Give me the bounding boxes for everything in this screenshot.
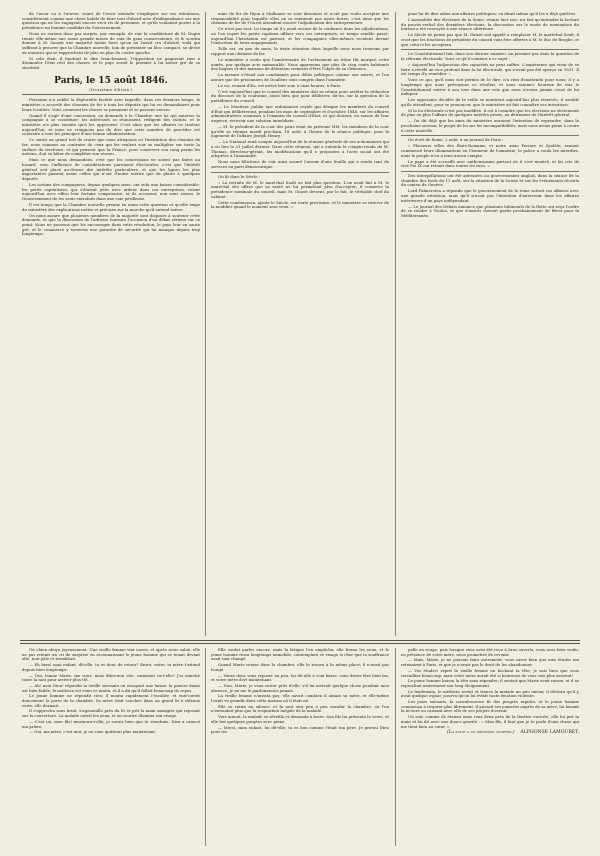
- feuilleton-paragraph: Le jeune homme ne répondit rien; il monta rapidement l'escalier, et entr'ouvrit doucement la porte de la chambre. Sa mère était couchée dans un grand lit à rideaux verts; elle dormait.: [22, 693, 200, 708]
- article-paragraph: C'est aujourd'hui que le conseil des ministres doit se réunir pour arrêter la rédaction du discours de la couronne, aussi bien que pour délibérer, dit-on, sur la question de la présidence du conseil.: [211, 88, 389, 104]
- article-paragraph: Le roi, venant d'Eu, est arrivé hier soir, à onze heures, à Paris.: [218, 82, 342, 88]
- feuilleton-paragraph: — Eh bien! mon enfant, dit-elle, tu es donc de retour? Entre, entre, ta mère t'attend depuis bien longtemps.: [22, 662, 200, 672]
- article-paragraph: Les opposants décidés de la veille se montrent aujourd'hui plus réservés; il semble qu'ils attendent, pour se prononcer, que le ministère ait fait connaître ses intentions.: [401, 97, 579, 107]
- article-paragraph: Des interpellations ont été adressées au gouvernement anglais, dans la séance de la chambre des lords du 11 août, sur la situation de la Suisse et sur les événements récents du canton de Genève.: [401, 173, 579, 188]
- article-paragraph: Lord Palmerston a répondu que le gouvernement de la reine suivait ces affaires avec une grande attention, mais qu'il n'avait pas l'intention d'intervenir dans les affaires intérieures d'un pays indépendant.: [401, 188, 579, 203]
- column-1: [22, 12, 200, 632]
- article-paragraph: Si cela était, il faudrait le dire franchement; l'Opposition ne gagnerait rien à dissimuler l'état réel des choses, et le pays serait le premier à lui savoir gré de sa sincérité.: [22, 55, 200, 71]
- article-paragraph: Personne n'a oublié la déplorable facilité avec laquelle, dans ces derniers temps, le ministère a accordé des chemins de fer à tous les députés qui lui en demandaient pour leurs localités. Voici comment les choses se passaient et se passent encore.: [22, 97, 200, 112]
- feuilleton-paragraph: Elle voulut parler encore, mais la fatigue l'en empêcha; elle ferma les yeux, et le jeune homme resta longtemps immobile, contemplant ce visage si cher que la souffrance avait tant changé.: [211, 648, 389, 662]
- feuilleton-paragraph: — Ah! mon Dieu! répondit la vieille servante en essuyant une larme, la pauvre dame est bien faible; le médecin est venu ce matin, et il a dit qu'il fallait beaucoup de repos.: [22, 682, 200, 693]
- feuilleton-paragraph: Elle se retira en silence, et la nuit vint peu à peu envahir la chambre, où l'on n'entendait plus que la respiration inégale de la malade.: [211, 703, 389, 714]
- dateline: Paris, le 15 août 1846.: [54, 75, 168, 86]
- article-paragraph: Si la loi électorale n'est pas modifiée, il est à craindre que les élections ne deviennent de plus en plus l'affaire de quelques intérêts privés, au détriment de l'intérêt général.: [401, 107, 579, 118]
- author-name: ALPHONSE LAMOURET.: [520, 730, 579, 736]
- feuilleton-paragraph: — Non, Marie, je veux rester près d'elle; s'il lui arrivait quelque chose pendant mon absence, je ne me le pardonnerais jamais.: [211, 682, 389, 693]
- feuilleton-paragraph: — Vos études! reprit la vieille femme en hochant la tête; je sais bien que vous travailliez beaucoup; mais votre mère aurait été si heureuse de vous voir plus souvent!: [401, 667, 579, 678]
- feuilleton-paragraph: Un chien aboya joyeusement. Une vieille femme vint ouvrir, et après avoir salué, elle ne put retenir un cri de surprise en reconnaissant le jeune homme qui se tenait devant elle, tout pâle et tremblant.: [22, 648, 200, 662]
- article-paragraph: L'assemblée des électeurs de la Seine, réunie hier soir, n'a fait qu'entendre la lecture du procès-verbal des dernières élections; la discussion sur le mode de nomination du bureau a été renvoyée à une séance ultérieure.: [401, 16, 579, 32]
- feuilleton-divider: [20, 640, 580, 644]
- article-paragraph: Le Siècle ne pense pas que M. Guizot soit appelé à remplacer M. le maréchal Soult; il croit que les fonctions de président du conseil vont être offertes à M. le duc de Broglie, et que celui-ci les acceptera.: [401, 32, 579, 47]
- article-paragraph: Les actions des compagnies, depuis quelques mois, ont subi une baisse considérable; les petits capitalistes, qui s'étaient jetés avec ardeur dans ces entreprises, voient aujourd'hui avec effroi leur fortune compromise, et ils accusent, non sans raison, le Gouvernement de les avoir entraînés dans une voie périlleuse.: [22, 181, 200, 202]
- article-paragraph: — On dit déjà que les amis du ministère auraient l'intention de reprendre, dans la prochaine session, le projet de loi sur les incompatibilités; mais nous avons peine à croire à cette nouvelle.: [401, 118, 579, 133]
- article-paragraph: Nous ne serions donc pas surpris, par exemple, de voir la candidature de M. Dupin réunir elle-même une assez grande masse de voix de gens conservateurs, et le scrutin donner à M. Sauzet une majorité moins forte qu'on ne l'avait cru d'abord; voilà qui suffirait à prouver que la Chambre nouvelle, loin de présenter un bloc compact, se divise en nuances qui se rapprochent de plus en plus du centre gauche.: [22, 31, 200, 55]
- article-paragraph: — Le National rend compte aujourd'hui de la réunion générale de ses actionnaires qui a eu lieu le 31 juillet dernier. Dans cette réunion, qui a entendu le compte-rendu de M. Thomas, directeur-gérant, les modifications qu'il a proposées à l'acte social ont été adoptées à l'unanimité.: [211, 139, 389, 159]
- article-paragraph: pour lui de dire adieu aux affaires politiques; on dirait même qu'il les a déjà quittées.: [408, 12, 577, 16]
- feuilleton-paragraph: Le lendemain, le médecin revint et trouva la malade un peu mieux; il déclara qu'il y avait quelque espoir, pourvu qu'on lui évitât toute émotion violente.: [401, 688, 579, 699]
- column-divider: [205, 648, 206, 846]
- feuilleton-paragraph: — Venez donc vous reposer un peu, lui dit-elle à voix basse; vous devez être bien las, et votre mère dort maintenant.: [211, 672, 389, 683]
- feuilleton-column-2: [211, 648, 389, 846]
- to-be-continued: (La suite à un prochain numéro.): [446, 730, 515, 736]
- article-paragraph: La mesure s'étend aux condamnés pour délits politiques comme aux autres, et l'on assure que les prisonniers de Doullens sont compris dans l'amnistie.: [211, 72, 389, 82]
- article-paragraph: Il est temps que la Chambre nouvelle prenne en main cette question et qu'elle exige du ministère des explications nettes et précises sur la marche qu'il entend suivre.: [22, 201, 200, 212]
- feuilleton-paragraph: Vers minuit, la malade se réveilla et demanda à boire. Son fils lui présenta le verre, et elle but quelques gorgées avec peine.: [211, 714, 389, 724]
- article-paragraph: Ce n'est pas tout. Le temps où il y avait encore de la confiance dans les adjudications, où l'on voyait les petits capitaux affluer vers ces entreprises, ce temps semble passé; aujourd'hui l'hésitation est partout, et les compagnies elles-mêmes reculent devant l'exécution de leurs engagements.: [211, 26, 389, 46]
- article-paragraph: — M. le président de la cour des pairs vient de prévenir MM. les membres de la cour qu'elle se réunira mardi prochain, 18 août, à l'heure de la séance publique, pour le jugement de l'affaire Joseph Henry.: [211, 123, 389, 139]
- article-paragraph: — Le Journal des Débats annonce que plusieurs bâtiments de la flotte ont reçu l'ordre de se rendre à Toulon, et que d'autres doivent partir prochainement de Brest pour la Méditerranée.: [401, 203, 579, 219]
- article-paragraph: Nous nous félicitons de voir ainsi assuré l'avenir d'une feuille qui a rendu tant de services au parti démocratique.: [211, 159, 389, 169]
- edition-label: (Deuxième édition.): [22, 88, 200, 95]
- article-paragraph: mins de fer de Dijon à Mulhouse se sont dissoutes et n'ont pas voulu accepter une responsabilité pour laquelle elles ne se sentaient pas assez fortes; c'est ainsi que les chemins de fer de l'Ouest attendent encore l'adjudication des entrepreneurs.: [211, 12, 389, 26]
- feuilleton-column-3: [401, 648, 579, 846]
- article-paragraph: — Le Moniteur publie une ordonnance royale qui désigne les membres du conseil d'État qui délibéreront, pendant les mois de septembre et d'octobre 1846, sur les affaires administratives soumises à l'examen du conseil d'État, et qui doivent, en raison de leur urgence, recevoir une solution immédiate.: [211, 103, 389, 124]
- column-2: [211, 12, 389, 632]
- column-divider: [395, 12, 396, 636]
- article-paragraph: Cette combinaison, ajoute le Siècle, est toute provisoire, et le ministère se réserve de la modifier quand le moment sera venu. »: [211, 199, 389, 210]
- article-paragraph: « Plusieurs villes des États-Romains, et notre amie Ferrare et Spolète, avaient commencé leurs illuminations en l'honneur de l'amnistie; la police a voulu les interdire, mais le peuple n'en a tenu aucun compte.: [401, 143, 579, 158]
- feuilleton-paragraph: — Oui, bonne Marie, me voici; mais dites-moi vite, comment va-t-elle? J'ai marché toute la nuit pour arriver plus tôt.: [22, 672, 200, 683]
- article-paragraph: de l'avoir vu à l'œuvre, avant de l'avoir entendu s'expliquer sur ses intentions, considéraient comme une chose habile de faire tout d'abord acte d'indépendance sur une question qui ne les engageait encore vis-à-vis de personne, et qu'ils voulaient porter à la présidence un homme candidat du Gouvernement.: [22, 12, 200, 31]
- article-paragraph: Voici ce qui, qu'il nous soit permis de le dire, n'a rien d'inattendu pour nous; il y a longtemps que nous prévoyions ce résultat, et nous sommes heureux de voir le Constitutionnel entrer à son tour dans une voie que nous n'avons jamais cessé de lui indiquer.: [401, 77, 579, 97]
- article-paragraph: Mais ce que nous demandons, c'est que les concessions ne soient pas faites au hasard, sous l'influence de considérations purement électorales; c'est que l'intérêt général soit placé au-dessus des intérêts particuliers, et que les lignes les plus importantes passent avant celles qui n'ont d'autre mérite que de plaire à quelques députés.: [22, 157, 200, 182]
- article-paragraph: On lit dans le Siècle :: [211, 172, 389, 180]
- feuilleton-paragraph: Le jeune homme baissa la tête sans répondre; il sentait que Marie avait raison, et il se reprochait amèrement son long éloignement.: [401, 678, 579, 688]
- feuilleton-paragraph: Quand Marie rentra dans la chambre, elle le trouva à la même place; il n'avait pas bougé.: [211, 662, 389, 672]
- article-paragraph: « La retraite de M. le maréchal Soult ne fait plus question. L'on avait fait à M. le maréchal des offres que sa santé ne lui permettait plus d'accepter; il conserve la présidence nominale du conseil, mais M. Guizot devient, par le fait, le véritable chef du cabinet.: [211, 179, 389, 199]
- feuilleton-signature: [401, 730, 579, 736]
- article-paragraph: Le ministère a voulu que l'anniversaire de l'avènement au trône fût marqué, cette année, par quelque acte mémorable. Nous apprenons que plus de cinq cents habitants des bagnes et des maisons de détention viennent d'être l'objet de sa clémence.: [211, 56, 389, 72]
- article-paragraph: On nous assure que plusieurs membres de la majorité sont disposés à soutenir cette demande, et que la discussion de l'adresse fournira l'occasion d'un débat sérieux sur ce point. Nous ne pouvons que les encourager dans cette résolution; le pays leur en saura gré, et le commerce y trouvera une garantie de sécurité qui lui manque depuis trop longtemps.: [22, 212, 200, 237]
- feuilleton-column-1: [22, 648, 200, 846]
- feuilleton-paragraph: — Oui, ma mère, c'est moi; je ne vous quitterai plus maintenant.: [29, 729, 157, 735]
- article-paragraph: Ce serait un grand tort de croire que nous attaquons ici l'institution des chemins de fer; nous sommes au contraire de ceux qui les veulent voir se multiplier sur toute la surface du territoire, et qui pensent que la France, pour conserver son rang parmi les nations, doit se hâter de compléter son réseau.: [22, 137, 200, 157]
- feuilleton-paragraph: — Mais, Marie, je ne pouvais faire autrement; vous savez bien que mes études me retenaient à Paris, et que je n'avais pas le droit de les abandonner.: [401, 657, 579, 668]
- feuilleton-paragraph: Les jours suivants, la convalescence fit des progrès rapides, et le jeune homme commença à respirer plus librement. Il passait ses journées auprès de sa mère, lui faisant la lecture ou causant avec elle de ses projets d'avenir.: [401, 699, 579, 714]
- article-paragraph: Telle est, en peu de mots, la triste situation dans laquelle nous nous trouvons par rapport aux chemins de fer.: [211, 46, 389, 56]
- feuilleton-paragraph: — C'est toi, mon fils! murmura-t-elle; je savais bien que tu viendrais. Dieu a exaucé ma prière.: [22, 718, 200, 729]
- feuilleton-paragraph: pelle en rouge, puis lorsque vous avez été reçu à bras ouverts, vous avez bien voulu, en présence de votre mère, nous promettre de revenir.: [401, 648, 579, 657]
- feuilleton-paragraph: — Merci, mon enfant, lui dit-elle; tu es bon comme l'était ton père. Je prierai Dieu pour toi.: [211, 724, 389, 735]
- article-paragraph: « Aujourd'hui l'adjonction des capacités ne peut suffire. L'expérience qui vient de se faire a révélé un vice profond dans la loi électorale, qui n'avait pas été aperçu en 1831. Il est temps d'y remédier. »: [401, 61, 579, 77]
- article-paragraph: Le pape a été accueilli avec enthousiasme partout où il s'est montré, et les cris de vive Pie IX ont retenti dans toutes les rues. »: [401, 158, 579, 169]
- column-divider: [205, 12, 206, 636]
- feuilleton-paragraph: La vieille femme n'insista pas; elle savait combien il aimait sa mère, et elle-même l'avait vu grandir dans cette maison où il était né.: [211, 693, 389, 704]
- article-paragraph: On écrit de Rome, 2 août, à un journal de Paris :: [401, 135, 579, 143]
- feuilleton-paragraph: Un soir, comme ils étaient assis tous deux près de la fenêtre ouverte, elle lui prit la main et lui dit avec une douce gravité : « Mon fils, il faut que je te parle d'une chose qui me tient bien au cœur. »: [401, 714, 579, 729]
- article-paragraph: Quand il s'agit d'une concession, on demande à la Chambre une loi qui autorise la compagnie à se constituer; les intéressés se réunissent, rédigent des statuts, et le ministère n'a plus ensuite qu'à les approuver. C'est ainsi que les affaires se traitent aujourd'hui, et nous ne craignons pas de dire que cette manière de procéder est contraire à tous les principes d'une bonne administration.: [22, 112, 200, 137]
- column-divider: [395, 648, 396, 846]
- feuilleton-paragraph: Il s'approcha sans bruit, s'agenouilla près du lit et prit la main amaigrie qui reposait sur la couverture. La malade ouvrit les yeux, et un sourire illumina son visage.: [22, 708, 200, 719]
- article-paragraph: Le Constitutionnel fait, dans son dernier numéro, un premier pas dans la question de la réforme électorale. Voici ce qu'il contient à ce sujet :: [401, 51, 579, 61]
- column-3: [401, 12, 579, 632]
